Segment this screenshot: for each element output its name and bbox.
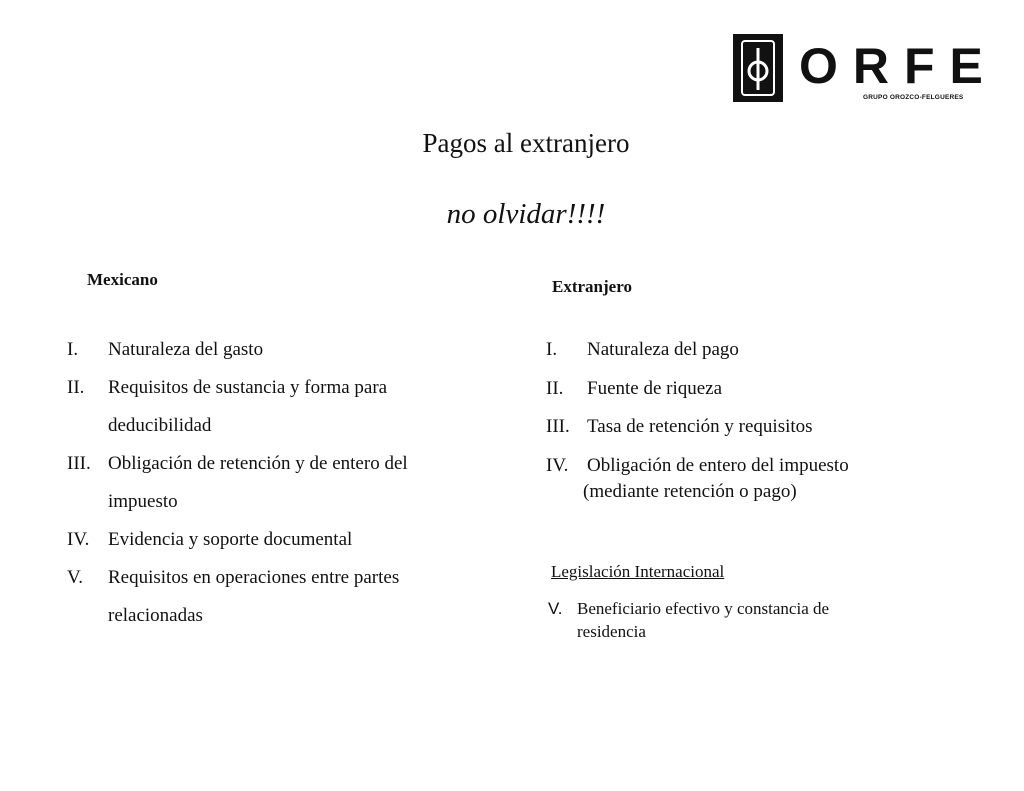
list-item	[546, 331, 906, 370]
list-item-number: II.	[67, 377, 85, 398]
list-item-text: Tasa de retención y requisitos	[587, 416, 813, 437]
list-item-text: Fuente de riqueza	[587, 377, 723, 399]
list-item-number: V.	[548, 599, 563, 618]
list-item-text: Evidencia y soporte documental	[108, 529, 353, 550]
logo-wordmark: ORFE	[799, 38, 998, 94]
list-item-number: IV.	[67, 529, 90, 550]
list-item-text: Obligación de entero del impuesto	[587, 454, 849, 476]
page-title: Pagos al extranjero	[422, 128, 630, 158]
international-legislation-heading: Legislación Internacional	[551, 562, 725, 581]
list-item-number: III.	[546, 416, 570, 437]
list-item	[67, 331, 487, 369]
international-list-item	[548, 597, 888, 643]
list-item-text: Requisitos de sustancia y forma para deducibilidad	[108, 377, 388, 436]
page-subtitle: no olvidar!!!!	[446, 198, 606, 230]
list-item-number: II.	[546, 377, 564, 399]
list-item-number: IV.	[546, 454, 569, 476]
list-item	[67, 369, 487, 445]
list-item	[67, 445, 487, 521]
right-column-heading: Extranjero	[552, 277, 632, 296]
list-item	[546, 408, 906, 447]
company-logo	[733, 34, 998, 104]
left-column-heading: Mexicano	[87, 270, 158, 289]
extranjero-list	[546, 331, 906, 485]
list-item-text: Obligación de retención y de entero del impuesto	[108, 453, 408, 512]
list-item-text: Naturaleza del gasto	[108, 339, 264, 360]
list-item	[546, 370, 906, 409]
list-item	[67, 521, 487, 559]
list-item-number: V.	[67, 567, 84, 588]
list-item-text: Requisitos en operaciones entre partes relacionadas	[108, 567, 400, 626]
list-item	[67, 559, 487, 635]
list-item-number: III.	[67, 453, 91, 474]
list-item-number: I.	[67, 339, 79, 360]
list-item-text: Naturaleza del pago	[587, 339, 739, 360]
list-item-text: Beneficiario efectivo y constancia de residencia	[577, 599, 830, 641]
mexicano-list	[67, 331, 487, 635]
phi-logo-icon	[733, 34, 783, 102]
list-item-number: I.	[546, 339, 558, 360]
list-item-continuation: (mediante retención o pago)	[583, 481, 797, 502]
logo-tagline: GRUPO OROZCO-FELGUERES	[863, 94, 964, 101]
